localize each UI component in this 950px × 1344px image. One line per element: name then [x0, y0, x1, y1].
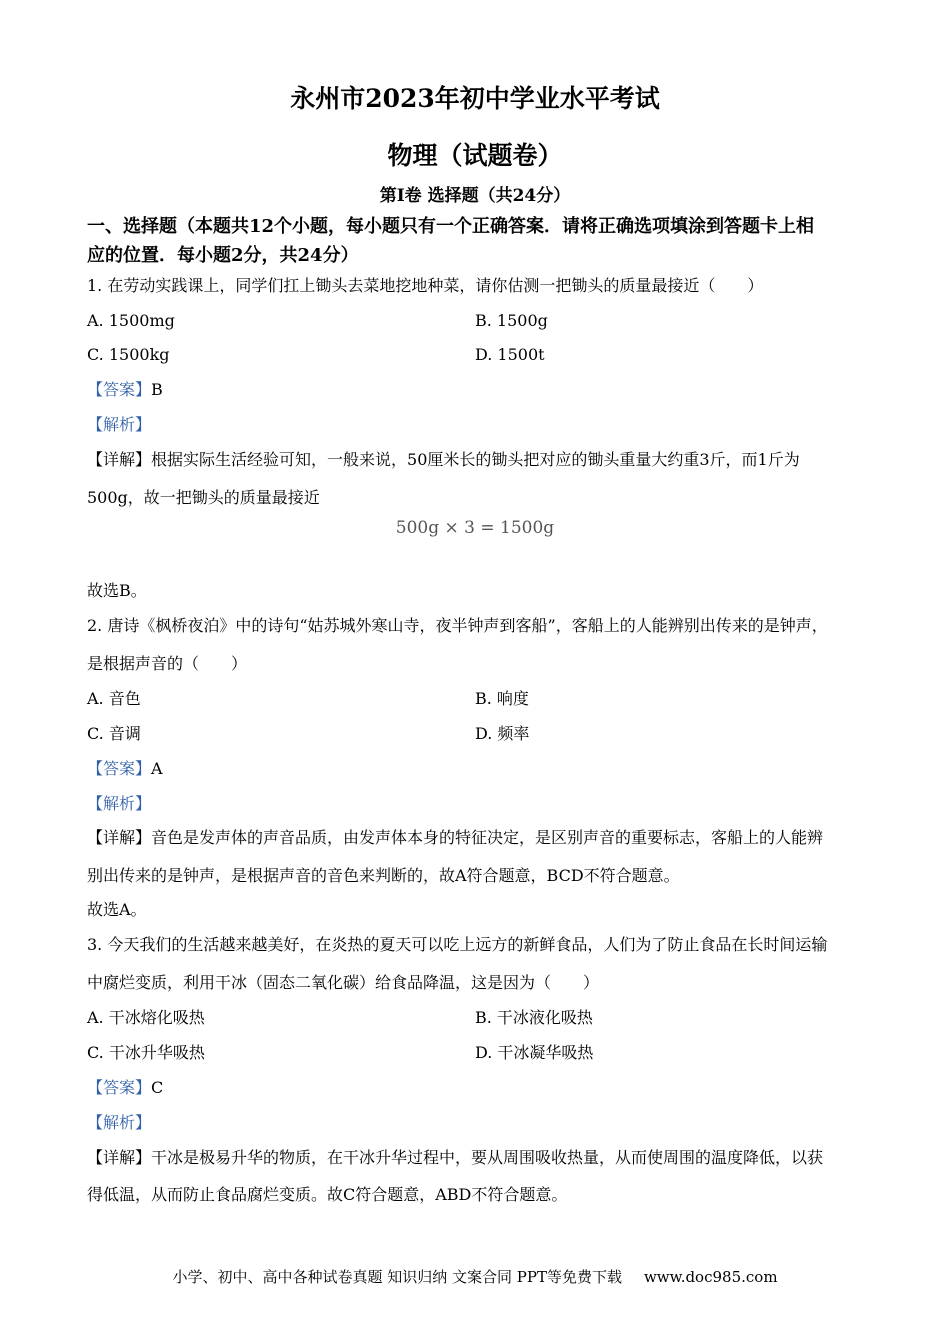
exam-subtitle: 物理（试题卷）	[387, 141, 563, 170]
q1-option-b: B. 1500g	[475, 311, 548, 330]
q2-stem-line1: 2. 唐诗《枫桥夜泊》中的诗句“姑苏城外寒山寺，夜半钟声到客船”，客船上的人能辨别出传来的是钟声，	[87, 616, 828, 635]
q1-option-c: C. 1500kg	[87, 345, 170, 364]
q1-detail-line1	[87, 452, 800, 468]
detail-text: 根据实际生活经验可知，一般来说，50厘米长的锄头把对应的锄头重量大约重3斤，而1斤为	[151, 450, 800, 469]
detail-text: 干冰是极易升华的物质，在干冰升华过程中，要从周围吸收热量，从而使周围的温度降低，以获	[151, 1148, 824, 1167]
q3-option-c: C. 干冰升华吸热	[87, 1043, 205, 1062]
q3-detail-line2: 得低温，从而防止食品腐烂变质。故C符合题意，ABD不符合题意。	[87, 1185, 568, 1204]
exam-title: 永州市2023年初中学业水平考试	[290, 84, 660, 113]
q1-stem: 1. 在劳动实践课上，同学们扛上锄头去菜地挖地种菜，请你估测一把锄头的质量最接近（ ）	[87, 276, 764, 295]
q2-analysis-tag: 【解析】	[87, 794, 152, 813]
section-heading-line1: 一、选择题（本题共12个小题，每小题只有一个正确答案．请将正确选项填涂到答题卡上相	[87, 216, 815, 237]
answer-tag: 【答案】	[87, 380, 152, 399]
detail-tag: 【详解】	[87, 450, 152, 469]
q2-conclusion: 故选A。	[87, 900, 147, 919]
part-heading: 第Ⅰ卷 选择题（共24分）	[379, 186, 571, 206]
q1-conclusion: 故选B。	[87, 581, 147, 600]
q3-detail-line1	[87, 1150, 823, 1166]
answer-tag: 【答案】	[87, 1078, 152, 1097]
detail-tag: 【详解】	[87, 1148, 152, 1167]
detail-tag: 【详解】	[87, 828, 152, 847]
q3-analysis-tag: 【解析】	[87, 1113, 152, 1132]
q3-stem-line2: 中腐烂变质，利用干冰（固态二氧化碳）给食品降温，这是因为（ ）	[87, 973, 600, 992]
q1-option-a: A. 1500mg	[87, 311, 175, 330]
q2-stem-line2: 是根据声音的（ ）	[87, 654, 248, 673]
q3-option-a: A. 干冰熔化吸热	[87, 1008, 205, 1027]
q2-option-d: D. 频率	[475, 724, 530, 743]
q1-formula: 500g × 3 = 1500g	[395, 518, 555, 538]
q2-option-b: B. 响度	[475, 689, 529, 708]
footer-url[interactable]: www.doc985.com	[643, 1268, 778, 1286]
q1-option-d: D. 1500t	[475, 345, 545, 364]
q3-option-d: D. 干冰凝华吸热	[475, 1043, 594, 1062]
section-heading-line2: 应的位置．每小题2分，共24分）	[87, 245, 359, 266]
footer-text: 小学、初中、高中各种试卷真题 知识归纳 文案合同 PPT等免费下载	[172, 1268, 622, 1286]
q1-detail-line2: 500g，故一把锄头的质量最接近	[87, 488, 320, 507]
q3-option-b: B. 干冰液化吸热	[475, 1008, 593, 1027]
q2-answer	[87, 761, 163, 777]
answer-value: B	[151, 380, 163, 399]
q3-answer	[87, 1080, 163, 1096]
detail-text: 音色是发声体的声音品质，由发声体本身的特征决定，是区别声音的重要标志，客船上的人能辨	[151, 828, 824, 847]
page-footer	[0, 1270, 950, 1285]
q1-analysis-tag: 【解析】	[87, 415, 152, 434]
answer-value: C	[151, 1078, 164, 1097]
q2-detail-line2: 别出传来的是钟声，是根据声音的音色来判断的，故A符合题意，BCD不符合题意。	[87, 866, 680, 885]
q1-answer	[87, 382, 163, 398]
q2-option-a: A. 音色	[87, 689, 141, 708]
answer-value: A	[151, 759, 163, 778]
q2-detail-line1	[87, 830, 823, 846]
q2-option-c: C. 音调	[87, 724, 141, 743]
answer-tag: 【答案】	[87, 759, 152, 778]
q3-stem-line1: 3. 今天我们的生活越来越美好，在炎热的夏天可以吃上远方的新鲜食品，人们为了防止食品在长时间运输	[87, 935, 828, 954]
